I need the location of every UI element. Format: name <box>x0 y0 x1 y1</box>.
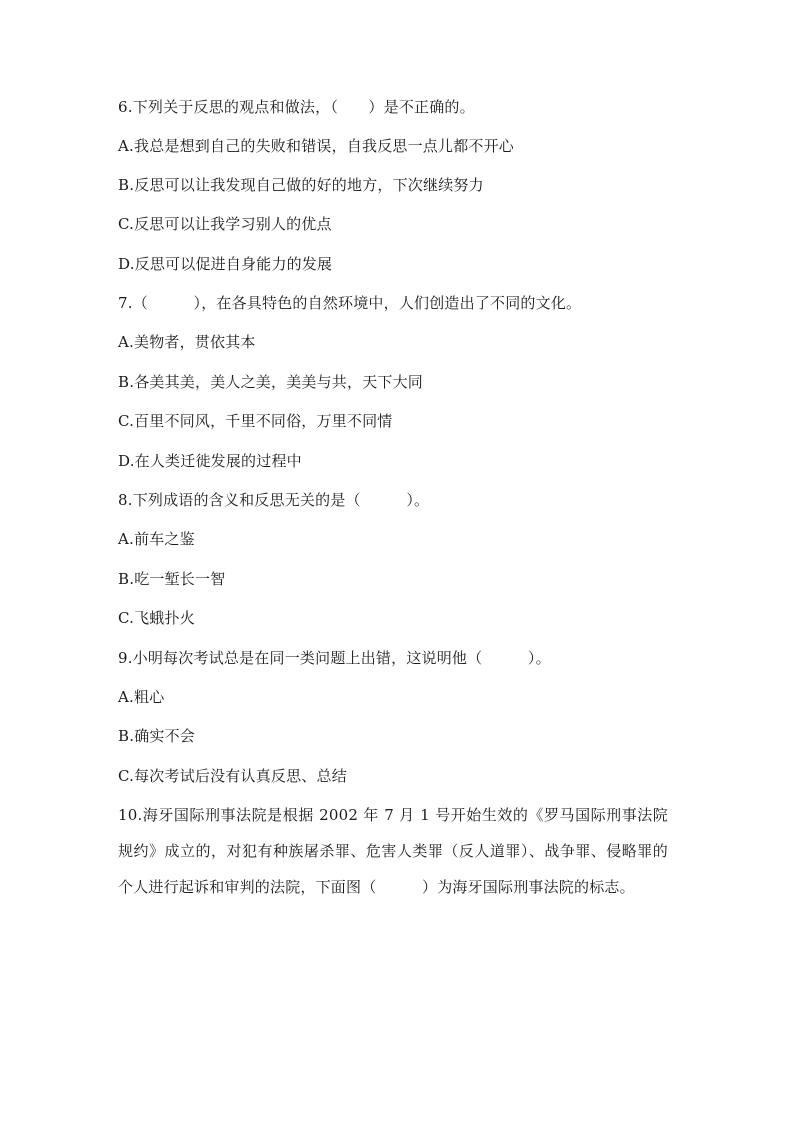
question-7-option-d: D.在人类迁徙发展的过程中 <box>118 452 302 470</box>
question-6-option-b: B.反思可以让我发现自己做的好的地方，下次继续努力 <box>118 176 484 194</box>
question-7-option-b: B.各美其美，美人之美，美美与共，天下大同 <box>118 373 423 391</box>
question-8-option-b: B.吃一堑长一智 <box>118 570 226 588</box>
question-9-stem: 9.小明每次考试总是在同一类问题上出错，这说明他（ ）。 <box>118 649 551 667</box>
question-8-stem: 8.下列成语的含义和反思无关的是（ ）。 <box>118 491 430 509</box>
question-9-option-c: C.每次考试后没有认真反思、总结 <box>118 767 347 785</box>
question-6-option-c: C.反思可以让我学习别人的优点 <box>118 215 332 233</box>
question-6-option-a: A.我总是想到自己的失败和错误，自我反思一点儿都不开心 <box>118 137 515 155</box>
question-10-stem: 10.海牙国际刑事法院是根据 2002 年 7 月 1 号开始生效的《罗马国际刑事法院规约》成立的，对犯有种族屠杀罪、危害人类罪（反人道罪）、战争罪、侵略罪的个人进行起诉和审判的法院，下面图（ ）为海牙国际刑事法院的标志。 <box>118 806 668 896</box>
question-7-option-a: A.美物者，贯依其本 <box>118 333 256 351</box>
question-9-option-a: A.粗心 <box>118 688 165 706</box>
question-7-stem: 7.（ ），在各具特色的自然环境中，人们创造出了不同的文化。 <box>118 294 582 312</box>
question-9-option-b: B.确实不会 <box>118 727 195 745</box>
question-6-stem: 6.下列关于反思的观点和做法，（ ）是不正确的。 <box>118 98 475 116</box>
question-6-option-d: D.反思可以促进自身能力的发展 <box>118 255 333 273</box>
question-7-option-c: C.百里不同风，千里不同俗，万里不同情 <box>118 412 393 430</box>
question-8-option-a: A.前车之鉴 <box>118 530 195 548</box>
question-8-option-c: C.飞蛾扑火 <box>118 609 195 627</box>
